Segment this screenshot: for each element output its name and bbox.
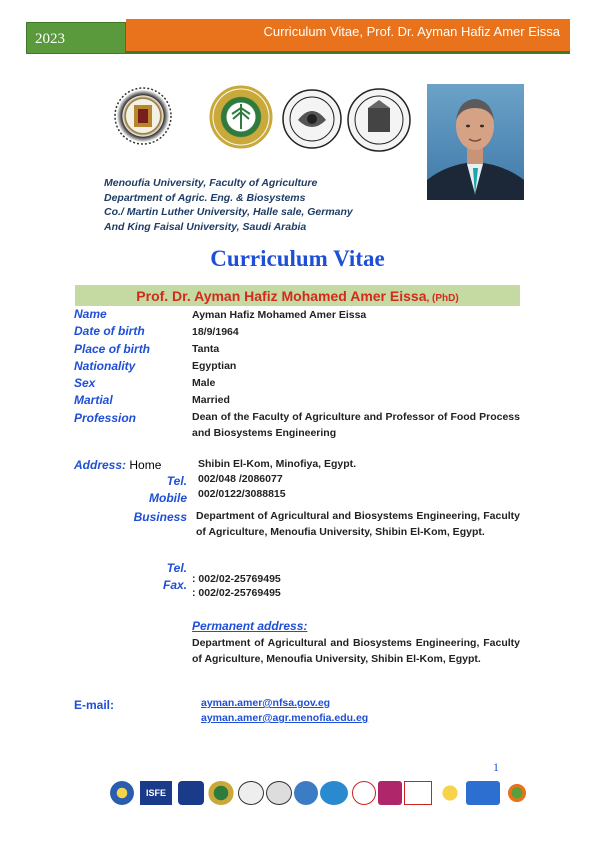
fax-label: Fax.: [162, 578, 187, 592]
tel2-label: Tel.: [166, 561, 187, 575]
person-portrait-icon: [427, 84, 524, 200]
cv-title: Curriculum Vitae: [210, 246, 385, 271]
engraved-seal-icon-2: [346, 84, 412, 156]
dob-label: Date of birth: [74, 324, 145, 338]
footer-logo-10-icon: [378, 781, 402, 805]
tel2-value: : 002/02-25769495: [192, 573, 281, 585]
email-label: E-mail:: [74, 698, 115, 712]
footer-logo-fao-icon: [294, 781, 318, 805]
footer-logo-1-icon: [110, 781, 134, 805]
footer-logo-9-icon: [352, 781, 376, 805]
email-link-1[interactable]: ayman.amer@nfsa.gov.eg: [201, 697, 331, 709]
pob-value: Tanta: [192, 343, 220, 355]
name-label: Name: [74, 307, 107, 321]
palm-emblem-icon: [208, 84, 274, 150]
mobile-label: Mobile: [149, 491, 187, 505]
footer-logo-13-icon: [466, 781, 500, 805]
fax-value: : 002/02-25769495: [192, 587, 281, 599]
pob-label: Place of birth: [74, 342, 151, 356]
footer-logo-11-icon: [404, 781, 432, 805]
sex-value: Male: [192, 377, 216, 389]
full-name: Prof. Dr. Ayman Hafiz Mohamed Amer Eissa: [136, 288, 427, 304]
institution-line-2: Department of Agric. Eng. & Biosystems: [104, 192, 306, 204]
address-label: [74, 458, 161, 472]
halle-university-seal-logo: [282, 82, 342, 156]
dob-value: 18/9/1964: [192, 326, 239, 338]
portrait-photo: [427, 84, 524, 200]
footer-logo-isfe-icon: ISFE: [140, 781, 172, 805]
email-link-2[interactable]: ayman.amer@agr.menofia.edu.eg: [201, 712, 369, 724]
footer-logo-14-icon: [504, 781, 530, 805]
header-title: Curriculum Vitae, Prof. Dr. Ayman Hafiz Amer Eissa: [126, 19, 570, 54]
footer-logo-12-icon: [436, 781, 464, 805]
footer-logo-unido-icon: [320, 781, 348, 805]
profession-label: Profession: [74, 411, 137, 425]
footer-logo-6-icon: [266, 781, 292, 805]
nationality-label: Nationality: [74, 359, 136, 373]
wittenberg-seal-logo: [346, 84, 412, 156]
institution-line-1: Menoufia University, Faculty of Agriculture: [104, 177, 318, 189]
sex-label: Sex: [74, 376, 96, 390]
name-value: Ayman Hafiz Mohamed Amer Eissa: [192, 309, 367, 321]
mobile-value: 002/0122/3088815: [198, 488, 286, 500]
footer-logo-4-icon: [208, 781, 234, 805]
permanent-address-value: Department of Agricultural and Biosystems Engineering, Faculty of Agriculture, Menoufia University, Shibin El-Kom, Egypt.: [192, 637, 520, 665]
king-faisal-university-logo: [208, 84, 274, 150]
permanent-address-label: Permanent address:: [192, 619, 308, 633]
tel-value: 002/048 /2086077: [198, 473, 283, 485]
institution-line-4: And King Faisal University, Saudi Arabia: [104, 221, 307, 233]
profession-value: Dean of the Faculty of Agriculture and Professor of Food Process and Biosystems Engineering: [192, 411, 520, 439]
tel-label: Tel.: [166, 474, 187, 488]
business-value: Department of Agricultural and Biosystems Engineering, Faculty of Agriculture, Menoufia University, Shibin El-Kom, Egypt.: [196, 510, 520, 538]
header-year: 2023: [26, 22, 126, 54]
degree-suffix: , (PhD): [426, 293, 459, 304]
home-value: Shibin El-Kom, Minofiya, Egypt.: [198, 458, 357, 470]
home-label: Home: [129, 458, 162, 472]
nationality-value: Egyptian: [192, 360, 237, 372]
business-label: Business: [133, 510, 187, 524]
footer-logo-5-icon: [238, 781, 264, 805]
seal-emblem-icon: [112, 85, 174, 147]
engraved-seal-icon: [282, 82, 342, 156]
address-label-text: Address:: [74, 458, 127, 472]
university-seal-logo: [112, 85, 174, 147]
marital-label: Martial: [74, 393, 113, 407]
footer-logo-asabe-icon: [178, 781, 204, 805]
page-number: 1: [493, 760, 499, 774]
marital-value: Married: [192, 394, 230, 406]
institution-line-3: Co./ Martin Luther University, Halle sale, Germany: [104, 206, 353, 218]
name-bar: [75, 285, 520, 306]
